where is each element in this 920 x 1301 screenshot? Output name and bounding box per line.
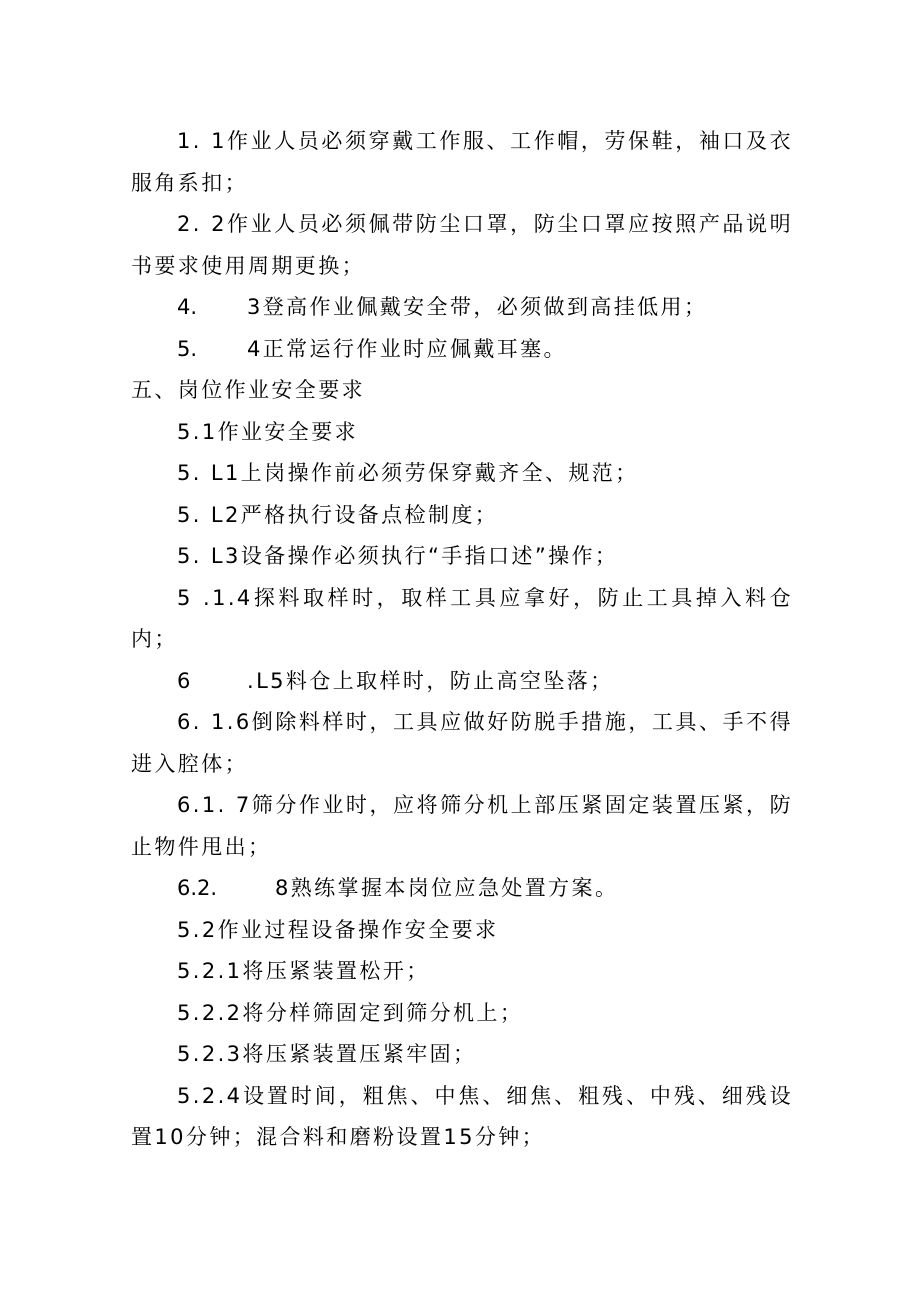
paragraph-5-2-3: 5.2.3将压紧装置压紧牢固； — [177, 1042, 477, 1066]
paragraph-5-1-6: 6. 1.6倒除料样时，工具应做好防脱手措施，工具、手不得进入腔体； — [131, 710, 793, 776]
paragraph-5-1-3: 5. L3设备操作必须执行“手指口述”操作； — [177, 544, 619, 568]
paragraph-5-1-4: 5 .1.4探料取样时，取样工具应拿好，防止工具掉入料仓内； — [131, 585, 793, 651]
section-heading-5: 五、岗位作业安全要求 — [131, 378, 365, 402]
item-number: 4. — [177, 295, 198, 319]
document-body — [131, 121, 793, 1159]
subheading-5-1: 5.1作业安全要求 — [177, 419, 358, 444]
paragraph-5-2-4: 5.2.4设置时间，粗焦、中焦、细焦、粗残、中残、细残设置10分钟；混合料和磨粉设置15分钟； — [131, 1083, 793, 1149]
subheading-5-2: 5.2作业过程设备操作安全要求 — [177, 917, 499, 942]
paragraph-text: 8熟练掌握本岗位应急处置方案。 — [275, 876, 619, 900]
item-number: 6 — [177, 668, 191, 693]
paragraph-5-1-7: 6.1. 7筛分作业时，应将筛分机上部压紧固定装置压紧，防止物件甩出； — [131, 793, 793, 859]
paragraph-1-3 — [131, 287, 793, 329]
paragraph-5-1-8 — [131, 868, 793, 910]
paragraph-5-1-2: 5. L2严格执行设备点检制度； — [177, 502, 499, 527]
paragraph-1-2: 2. 2作业人员必须佩带防尘口罩，防尘口罩应按照产品说明书要求使用周期更换； — [131, 212, 793, 278]
paragraph-1-4 — [131, 329, 793, 371]
paragraph-5-1-5 — [131, 661, 793, 703]
item-number: 6.2. — [177, 876, 218, 900]
paragraph-5-2-1: 5.2.1将压紧装置松开； — [177, 959, 430, 983]
paragraph-text: 3登高作业佩戴安全带，必须做到高挂低用； — [247, 295, 708, 319]
paragraph-text: .L5料仓上取样时，防止高空坠落； — [247, 668, 614, 693]
paragraph-1-1: 1. 1作业人员必须穿戴工作服、工作帽，劳保鞋，袖口及衣服角系扣； — [131, 129, 793, 195]
item-number: 5. — [177, 336, 198, 361]
paragraph-5-2-2: 5.2.2将分样筛固定到筛分机上； — [177, 1000, 524, 1025]
paragraph-text: 4正常运行作业时应佩戴耳塞。 — [247, 336, 567, 361]
paragraph-5-1-1: 5. L1上岗操作前必须劳保穿戴齐全、规范； — [177, 461, 639, 485]
